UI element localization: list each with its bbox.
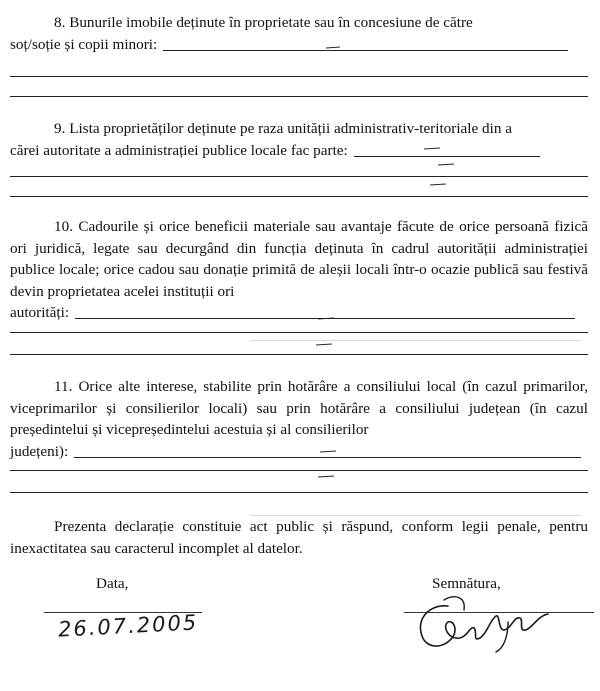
section-10: [10, 216, 588, 324]
section-10-text: 10. Cadourile și orice beneficii materiale sau avantaje făcute de orice persoană fizică ori juridică, legate sau decurgând din funcția deținuta în cadrul autorității administrației publice locale; orice cadou sau donație primită de aleșii locali într-o ocazie publică sau festivă devin proprietatea acelei instituții ori: [10, 218, 588, 300]
section-9-line2: cărei autoritate a administrației publice locale fac parte:: [10, 141, 348, 159]
section-10-last: autorități:: [10, 304, 70, 321]
section-8: [10, 12, 588, 55]
blank-line: [10, 492, 588, 493]
date-value: 26.07.2005: [57, 610, 199, 642]
fill-line: [74, 457, 581, 458]
section-9: [10, 118, 588, 161]
handwritten-signature: [408, 586, 558, 658]
closing-text: Prezenta declarație constituie act public și răspund, conform legii penale, pentru inexactitatea sau caracterul incomplet al datelor.: [10, 518, 588, 557]
blank-line: [10, 96, 588, 97]
section-11: [10, 376, 588, 462]
date-label: Data,: [96, 575, 129, 592]
dash-mark: [316, 343, 332, 345]
blank-line: [10, 76, 588, 77]
section-11-text: 11. Orice alte interese, stabilite prin hotărâre a consiliului local (în cazul primarilor, viceprimarilor și consilierilor locali) sau prin hotărâre a consiliului județean (în cazul președintelui și vicepreședintelui acestuia și al consilierilor: [10, 378, 588, 438]
fill-line: [354, 156, 540, 157]
section-9-line1: 9. Lista proprietăților deținute pe raza unității administrativ-teritoriale din a: [54, 120, 512, 137]
blank-line: [10, 196, 588, 197]
blank-line: [10, 176, 588, 177]
blank-line: [10, 354, 588, 355]
section-8-line1: 8. Bunurile imobile deținute în proprietate sau în concesiune de către: [54, 14, 473, 31]
dash-mark: [438, 163, 454, 165]
blank-line: [10, 332, 588, 333]
dash-mark: [318, 475, 334, 477]
section-8-line2: soț/soție și copii minori:: [10, 35, 158, 53]
fill-line: [163, 50, 568, 51]
signature-label: Semnătura,: [432, 575, 501, 592]
blank-line: [10, 470, 588, 471]
scan-artifact: [250, 340, 580, 341]
section-11-last: județeni):: [10, 442, 69, 460]
closing-statement: [10, 516, 588, 559]
dash-mark: [430, 183, 446, 185]
